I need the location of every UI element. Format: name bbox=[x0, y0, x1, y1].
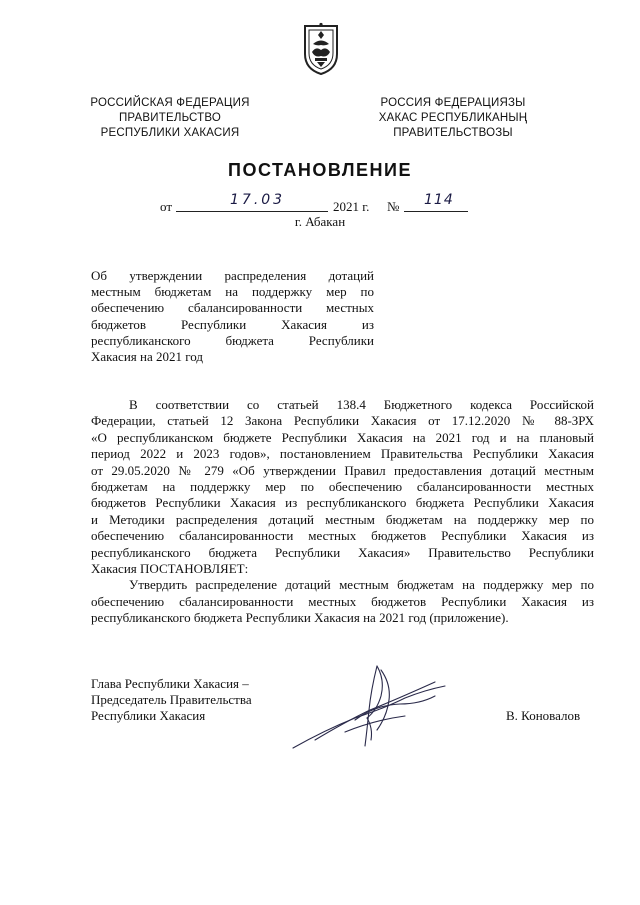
body-line: Федерации, статьей 12 Закона Республики Хакасия от 17.12.2020 № 88-ЗРХ bbox=[91, 413, 594, 429]
subject-line: Об утверждении распределения дотаций bbox=[91, 268, 374, 283]
body-line: «О республиканском бюджете Республики Хакасия на 2021 год и на плановый bbox=[91, 429, 594, 445]
year-text: 2021 г. bbox=[333, 199, 370, 214]
header-left-line: ПРАВИТЕЛЬСТВО bbox=[118, 112, 222, 124]
header-right-line: ХАКАС РЕСПУБЛИКАНЫҢ bbox=[378, 112, 528, 124]
body-line: республиканского бюджета Республики Хакасия» Правительство Республики bbox=[91, 544, 594, 560]
number-underline bbox=[404, 211, 468, 212]
document-title: ПОСТАНОВЛЕНИЕ bbox=[228, 160, 412, 180]
header-left-line: РЕСПУБЛИКИ ХАКАСИЯ bbox=[100, 127, 240, 139]
subject-line: республиканского бюджета Республики bbox=[91, 332, 374, 348]
body-line: обеспечению сбалансированности местных бюджетов Республики Хакасия из bbox=[91, 593, 594, 609]
number-label: № bbox=[387, 199, 400, 214]
subject-line: Хакасия на 2021 год bbox=[91, 349, 203, 365]
signatory-position-line: Глава Республики Хакасия – bbox=[91, 676, 249, 691]
body-line: обеспечению сбалансированности местных бюджетов Республики Хакасия из bbox=[91, 528, 594, 544]
subject-line: обеспечению сбалансированности местных bbox=[91, 300, 374, 316]
body-line: Хакасия ПОСТАНОВЛЯЕТ: bbox=[91, 561, 249, 577]
signatory-name: В. Коновалов bbox=[506, 708, 581, 723]
signatory-position-line: Республики Хакасия bbox=[91, 708, 206, 724]
date-from-label: от bbox=[160, 199, 173, 214]
subject-line: местным бюджетам на поддержку мер по bbox=[91, 284, 374, 300]
body-line: республиканского бюджета Республики Хакасия на 2021 год (приложение). bbox=[91, 610, 509, 626]
header-right-khakas bbox=[353, 96, 553, 141]
header-left-russian bbox=[70, 96, 270, 141]
body-line: В соответствии со статьей 138.4 Бюджетного кодекса Российской bbox=[129, 397, 594, 412]
header-right-line: ПРАВИТЕЛЬСТВОЗЫ bbox=[393, 127, 513, 139]
header-right-line: РОССИЯ ФЕДЕРАЦИЯЗЫ bbox=[380, 97, 526, 109]
handwritten-number: 114 bbox=[424, 192, 454, 208]
header-left-line: РОССИЙСКАЯ ФЕДЕРАЦИЯ bbox=[90, 97, 250, 109]
handwritten-date: 17.03 bbox=[230, 192, 286, 208]
handwritten-signature-icon bbox=[285, 660, 455, 755]
body-line: от 29.05.2020 № 279 «Об утверждении Правил предоставления дотаций местным bbox=[91, 462, 594, 478]
body-line: период 2022 и 2023 годов», постановлением Правительства Республики Хакасия bbox=[91, 446, 594, 462]
body-line: бюджетам на поддержку мер по обеспечению сбалансированности местных bbox=[91, 479, 594, 495]
coat-of-arms-icon bbox=[302, 22, 340, 76]
body-line: бюджетов Республики Хакасия из республиканского бюджета Республики Хакасия bbox=[91, 495, 594, 511]
date-underline bbox=[176, 211, 328, 212]
signatory-position-line: Председатель Правительства bbox=[91, 692, 252, 708]
body-line: Утвердить распределение дотаций местным бюджетам на поддержку мер по bbox=[129, 577, 594, 593]
body-text bbox=[91, 397, 594, 627]
subject-line: бюджетов Республики Хакасия из bbox=[91, 316, 374, 332]
body-line: и Методики распределения дотаций местным бюджетам на поддержку мер по bbox=[91, 511, 594, 527]
city-name: г. Абакан bbox=[294, 214, 346, 229]
subject-block bbox=[91, 268, 374, 365]
